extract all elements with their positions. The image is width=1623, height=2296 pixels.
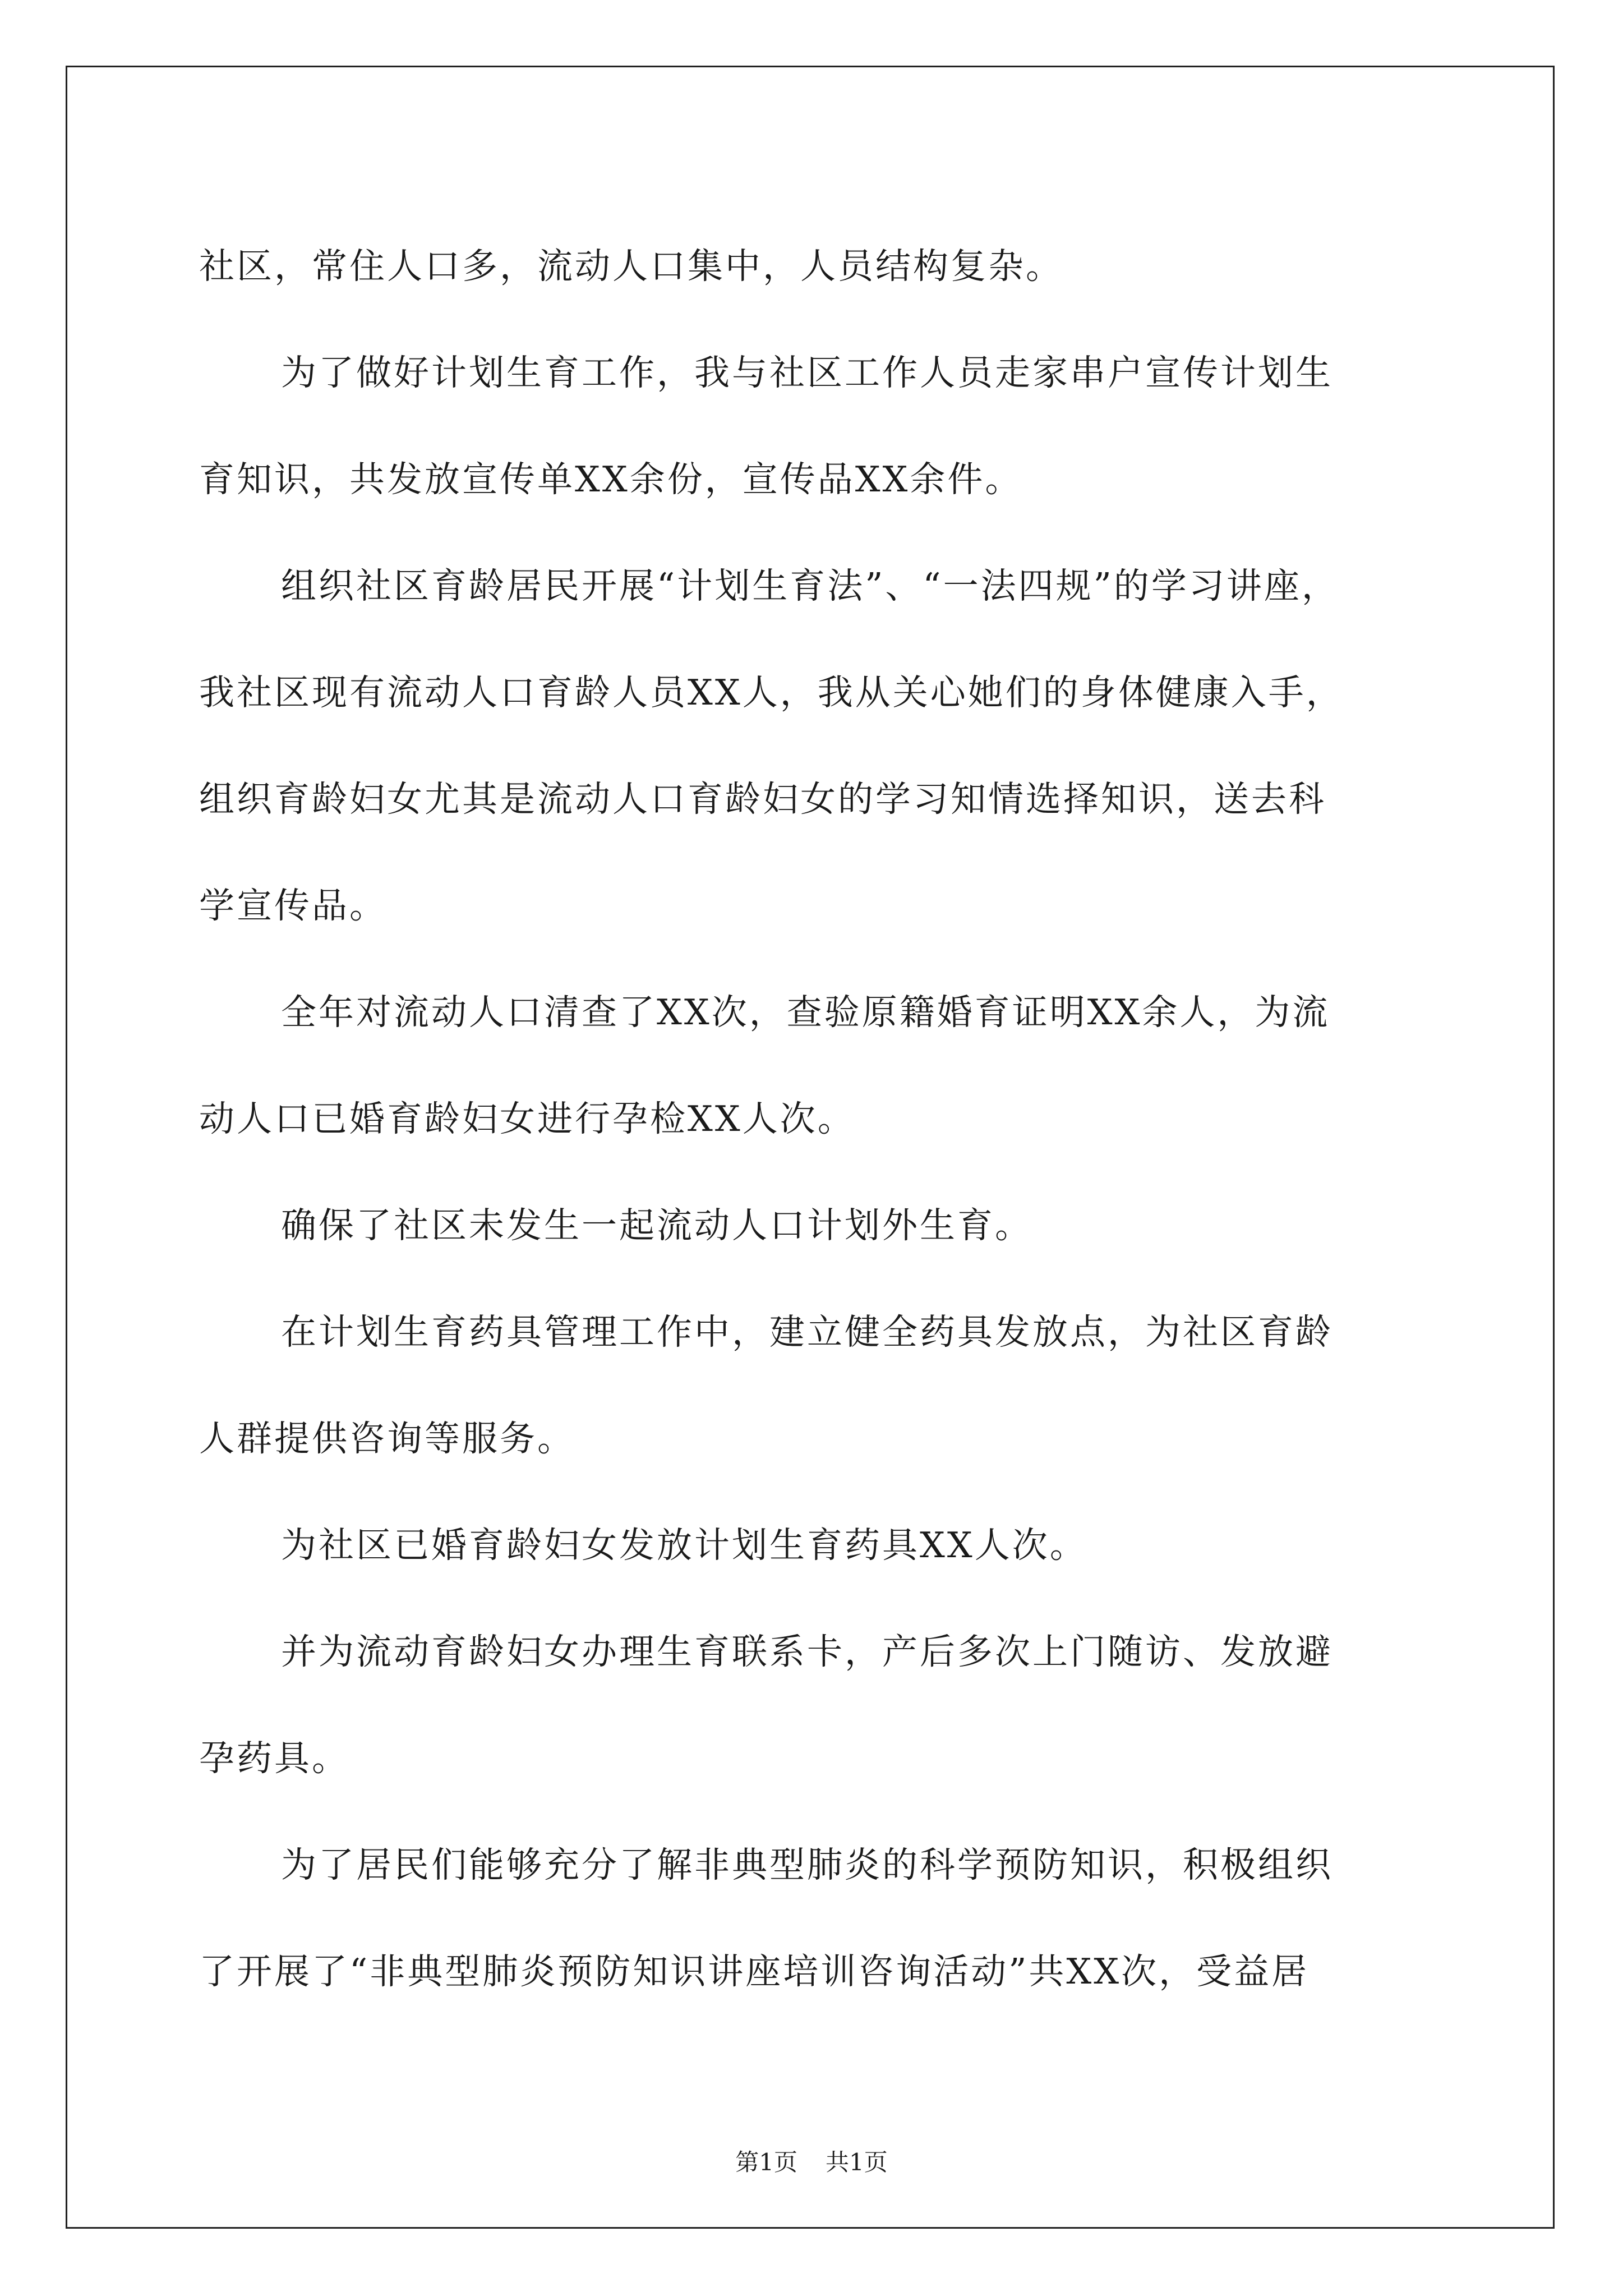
text-line: 组织育龄妇女尤其是流动人口育龄妇女的学习知情选择知识，送去科 [199,779,1326,820]
text-line: 社区，常住人口多，流动人口集中，人员结构复杂。 [199,246,1063,287]
page-number: 第1页 [735,2148,797,2176]
text-line: 为了居民们能够充分了解非典型肺炎的科学预防知识，积极组织 [281,1844,1333,1885]
text-line: 确保了社区未发生一起流动人口计划外生育。 [281,1205,1032,1246]
text-line: 并为流动育龄妇女办理生育联系卡，产后多次上门随访、发放避 [281,1631,1333,1672]
text-line: 动人口已婚育龄妇女进行孕检XX人次。 [199,1098,855,1139]
text-line: 全年对流动人口清查了XX次，查验原籍婚育证明XX余人，为流 [281,992,1330,1033]
text-line: 人群提供咨询等服务。 [199,1418,575,1459]
text-line: 了开展了“非典型肺炎预防知识讲座培训咨询活动”共XX次，受益居 [199,1951,1310,1992]
text-line: 在计划生育药具管理工作中，建立健全药具发放点，为社区育龄 [281,1312,1333,1352]
text-line: 为社区已婚育龄妇女发放计划生育药具XX人次。 [281,1525,1087,1566]
text-line: 为了做好计划生育工作，我与社区工作人员走家串户宣传计划生 [281,352,1333,393]
page-total: 共1页 [826,2148,888,2176]
text-line: 组织社区育龄居民开展“计划生育法”、“一法四规”的学习讲座， [281,565,1339,606]
page-footer [0,2146,1623,2179]
text-line: 育知识，共发放宣传单XX余份，宣传品XX余件。 [199,459,1023,500]
text-line: 我社区现有流动人口育龄人员XX人，我从关心她们的身体健康入手， [199,672,1344,713]
text-line: 学宣传品。 [199,885,387,926]
document-body [199,213,1427,2025]
text-line: 孕药具。 [199,1738,349,1779]
